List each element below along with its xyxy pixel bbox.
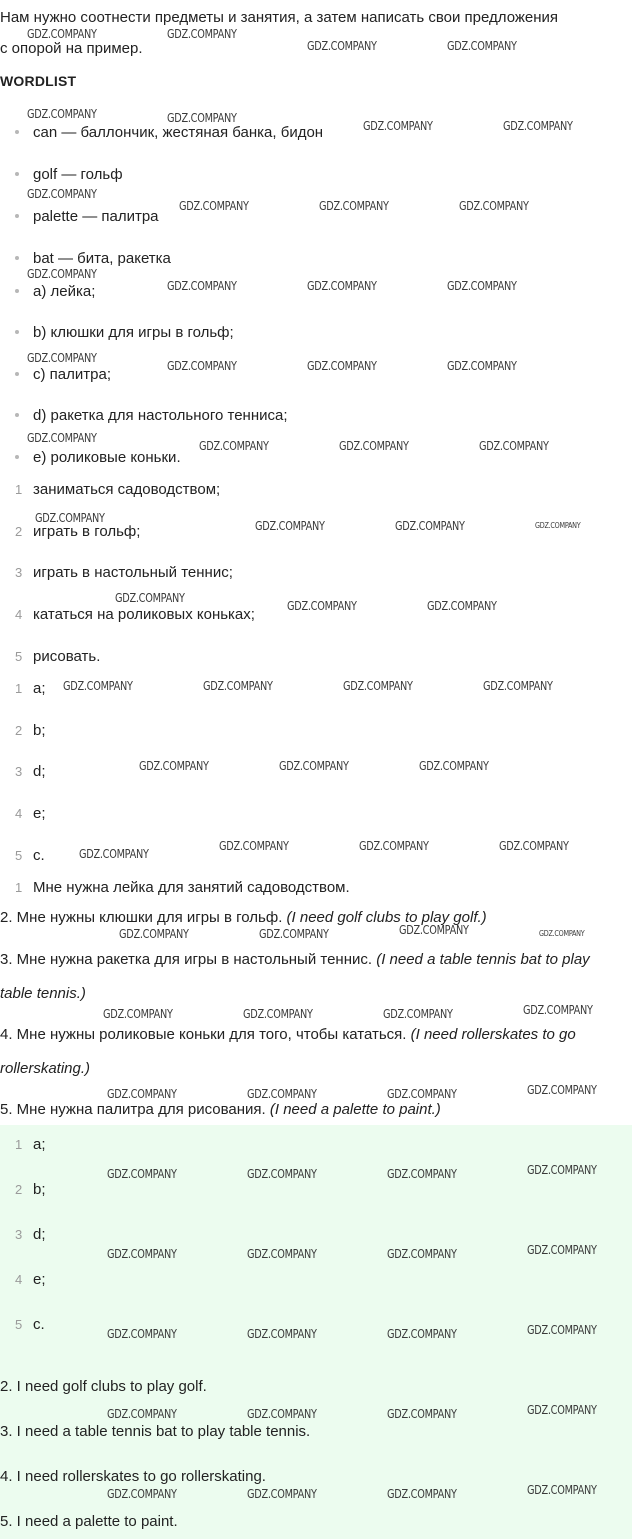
watermark-logo: GDZ.COMPANY <box>219 839 289 853</box>
watermark-logo: GDZ.COMPANY <box>307 359 377 373</box>
answer-match-item: 1 a; <box>15 1135 46 1153</box>
watermark-logo: GDZ.COMPANY <box>307 279 377 293</box>
watermark-logo: GDZ.COMPANY <box>359 839 429 853</box>
watermark-logo: GDZ.COMPANY <box>119 927 189 941</box>
watermark-logo: GDZ.COMPANY <box>483 679 553 693</box>
match-item: 4 e; <box>15 804 46 822</box>
watermark-logo: GDZ.COMPANY <box>499 839 569 853</box>
wordlist-heading: WORDLIST <box>0 73 77 89</box>
watermark-logo: GDZ.COMPANY <box>479 439 549 453</box>
activity-item: 4 кататься на роликовых коньках; <box>15 605 255 623</box>
watermark-logo: GDZ.COMPANY <box>63 679 133 693</box>
watermark-logo: GDZ.COMPANY <box>103 1007 173 1021</box>
watermark-logo: GDZ.COMPANY <box>243 1007 313 1021</box>
wordlist-item: d) ракетка для настольного тенниса; <box>15 405 288 425</box>
match-item: 5 c. <box>15 846 45 864</box>
intro-text: Нам нужно соотнести предметы и занятия, а затем написать свои предложения с опорой на пример. <box>0 9 559 57</box>
answer-match-item: 2 b; <box>15 1180 46 1198</box>
wordlist-item: e) роликовые коньки. <box>15 447 181 467</box>
watermark-logo: GDZ.COMPANY <box>35 511 105 525</box>
wordlist-item: b) клюшки для игры в гольф; <box>15 322 234 342</box>
watermark-logo: GDZ.COMPANY <box>419 759 489 773</box>
watermark-logo: GDZ.COMPANY <box>179 199 249 213</box>
bullet-icon <box>15 289 19 293</box>
watermark-logo: GDZ.COMPANY <box>339 439 409 453</box>
sentence-3: 3. Мне нужна ракетка для игры в настольный теннис. (I need a table tennis bat to play table tennis.) <box>0 951 590 1002</box>
watermark-logo: GDZ.COMPANY <box>287 599 357 613</box>
activity-item: 1 заниматься садоводством; <box>15 480 221 498</box>
watermark-logo: GDZ.COMPANY <box>107 1087 177 1101</box>
answer-sentence: 5. I need a palette to paint. <box>0 1513 178 1530</box>
watermark-logo: GDZ.COMPANY <box>387 1087 457 1101</box>
watermark-logo: GDZ.COMPANY <box>535 521 581 530</box>
watermark-logo: GDZ.COMPANY <box>527 1243 597 1257</box>
watermark-logo: GDZ.COMPANY <box>247 1487 317 1501</box>
watermark-logo: GDZ.COMPANY <box>427 599 497 613</box>
answer-sentence: 4. I need rollerskates to go rollerskating. <box>0 1468 266 1485</box>
wordlist-item: bat — бита, ракетка <box>15 248 171 268</box>
watermark-logo: GDZ.COMPANY <box>107 1327 177 1341</box>
answer-sentence: 3. I need a table tennis bat to play table tennis. <box>0 1423 311 1440</box>
watermark-logo: GDZ.COMPANY <box>527 1163 597 1177</box>
watermark-logo: GDZ.COMPANY <box>247 1247 317 1261</box>
wordlist-item: can — баллончик, жестяная банка, бидон <box>15 122 323 142</box>
bullet-icon <box>15 455 19 459</box>
watermark-logo: GDZ.COMPANY <box>307 39 377 53</box>
watermark-logo: GDZ.COMPANY <box>107 1407 177 1421</box>
wordlist-item: a) лейка; <box>15 281 95 301</box>
bullet-icon <box>15 330 19 334</box>
bullet-icon <box>15 256 19 260</box>
watermark-logo: GDZ.COMPANY <box>27 267 97 281</box>
watermark-logo: GDZ.COMPANY <box>447 359 517 373</box>
watermark-logo: GDZ.COMPANY <box>107 1167 177 1181</box>
watermark-logo: GDZ.COMPANY <box>115 591 185 605</box>
watermark-logo: GDZ.COMPANY <box>139 759 209 773</box>
watermark-logo: GDZ.COMPANY <box>363 119 433 133</box>
watermark-logo: GDZ.COMPANY <box>539 929 585 938</box>
activity-item: 2 играть в гольф; <box>15 522 141 540</box>
watermark-logo: GDZ.COMPANY <box>395 519 465 533</box>
watermark-logo: GDZ.COMPANY <box>27 27 97 41</box>
answer-match-item: 3 d; <box>15 1225 46 1243</box>
watermark-logo: GDZ.COMPANY <box>247 1087 317 1101</box>
watermark-logo: GDZ.COMPANY <box>447 279 517 293</box>
watermark-logo: GDZ.COMPANY <box>387 1407 457 1421</box>
watermark-logo: GDZ.COMPANY <box>167 279 237 293</box>
watermark-logo: GDZ.COMPANY <box>523 1003 593 1017</box>
watermark-logo: GDZ.COMPANY <box>279 759 349 773</box>
watermark-logo: GDZ.COMPANY <box>247 1407 317 1421</box>
watermark-logo: GDZ.COMPANY <box>527 1403 597 1417</box>
bullet-icon <box>15 172 19 176</box>
sentence-5: 5. Мне нужна палитра для рисования. (I need a palette to paint.) <box>0 1101 441 1118</box>
wordlist-item: c) палитра; <box>15 364 111 384</box>
watermark-logo: GDZ.COMPANY <box>167 111 237 125</box>
match-item: 1 a; <box>15 679 46 697</box>
wordlist-item: golf — гольф <box>15 164 123 184</box>
bullet-icon <box>15 130 19 134</box>
watermark-logo: GDZ.COMPANY <box>255 519 325 533</box>
answer-match-item: 4 e; <box>15 1270 46 1288</box>
watermark-logo: GDZ.COMPANY <box>447 39 517 53</box>
watermark-logo: GDZ.COMPANY <box>387 1167 457 1181</box>
watermark-logo: GDZ.COMPANY <box>527 1323 597 1337</box>
watermark-logo: GDZ.COMPANY <box>343 679 413 693</box>
watermark-logo: GDZ.COMPANY <box>79 847 149 861</box>
bullet-icon <box>15 413 19 417</box>
watermark-logo: GDZ.COMPANY <box>27 107 97 121</box>
watermark-logo: GDZ.COMPANY <box>383 1007 453 1021</box>
watermark-logo: GDZ.COMPANY <box>527 1483 597 1497</box>
watermark-logo: GDZ.COMPANY <box>247 1327 317 1341</box>
answer-match-item: 5 c. <box>15 1315 45 1333</box>
sentence-1: 1 Мне нужна лейка для занятий садоводством. <box>15 878 350 896</box>
watermark-logo: GDZ.COMPANY <box>27 431 97 445</box>
watermark-logo: GDZ.COMPANY <box>167 27 237 41</box>
sentence-2: 2. Мне нужны клюшки для игры в гольф. (I need golf clubs to play golf.) <box>0 909 487 926</box>
watermark-logo: GDZ.COMPANY <box>319 199 389 213</box>
match-item: 3 d; <box>15 762 46 780</box>
watermark-logo: GDZ.COMPANY <box>387 1327 457 1341</box>
watermark-logo: GDZ.COMPANY <box>399 923 469 937</box>
match-item: 2 b; <box>15 721 46 739</box>
watermark-logo: GDZ.COMPANY <box>527 1083 597 1097</box>
watermark-logo: GDZ.COMPANY <box>107 1487 177 1501</box>
wordlist-item: palette — палитра <box>15 206 159 226</box>
watermark-logo: GDZ.COMPANY <box>107 1247 177 1261</box>
watermark-logo: GDZ.COMPANY <box>203 679 273 693</box>
bullet-icon <box>15 214 19 218</box>
watermark-logo: GDZ.COMPANY <box>27 351 97 365</box>
watermark-logo: GDZ.COMPANY <box>387 1487 457 1501</box>
watermark-logo: GDZ.COMPANY <box>503 119 573 133</box>
watermark-logo: GDZ.COMPANY <box>199 439 269 453</box>
answer-sentence: 2. I need golf clubs to play golf. <box>0 1378 207 1395</box>
watermark-logo: GDZ.COMPANY <box>27 187 97 201</box>
activity-item: 5 рисовать. <box>15 647 101 665</box>
watermark-logo: GDZ.COMPANY <box>459 199 529 213</box>
watermark-logo: GDZ.COMPANY <box>247 1167 317 1181</box>
watermark-logo: GDZ.COMPANY <box>259 927 329 941</box>
sentence-4: 4. Мне нужны роликовые коньки для того, чтобы кататься. (I need rollerskates to go rollerskating.) <box>0 1026 576 1077</box>
bullet-icon <box>15 372 19 376</box>
watermark-logo: GDZ.COMPANY <box>387 1247 457 1261</box>
watermark-logo: GDZ.COMPANY <box>167 359 237 373</box>
activity-item: 3 играть в настольный теннис; <box>15 563 233 581</box>
